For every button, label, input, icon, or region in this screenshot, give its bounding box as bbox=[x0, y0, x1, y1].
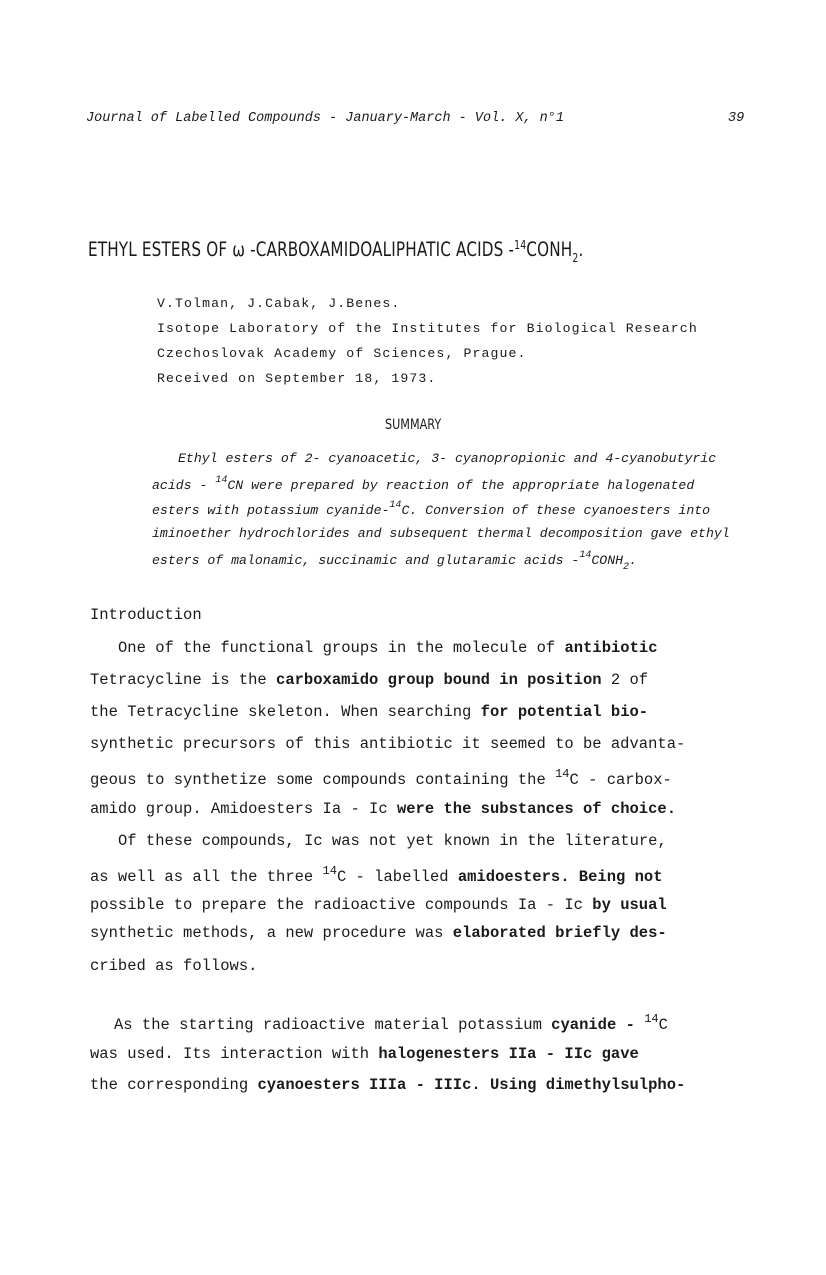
summary-line bbox=[152, 500, 710, 518]
body-text: As the starting radioactive material potassium bbox=[114, 1016, 552, 1034]
subscript: 2 bbox=[623, 562, 630, 573]
isotope-superscript: 14 bbox=[555, 767, 570, 781]
body-text-bold: elaborated briefly des- bbox=[452, 924, 667, 942]
title-main: ETHYL ESTERS OF ω -CARBOXAMIDOALIPHATIC ACIDS - bbox=[88, 238, 515, 261]
body-text-bold: cyanoesters IIIa - IIIc. Using dimethylsulpho- bbox=[257, 1076, 686, 1094]
body-text: Tetracycline is the bbox=[90, 671, 277, 689]
body-line: synthetic precursors of this antibiotic it seemed to be advanta- bbox=[90, 735, 686, 753]
title-subscript: 2 bbox=[572, 251, 579, 265]
body-line bbox=[90, 924, 667, 942]
body-line: Of these compounds, Ic was not yet known in the literature, bbox=[118, 832, 667, 850]
summary-text: esters with potassium cyanide- bbox=[152, 503, 390, 518]
body-text: C bbox=[658, 1016, 668, 1034]
body-line: cribed as follows. bbox=[90, 957, 258, 975]
body-text: 2 of bbox=[601, 671, 649, 689]
body-text: as well as all the three bbox=[90, 868, 323, 886]
body-text: the Tetracycline skeleton. When searching bbox=[90, 703, 481, 721]
body-line bbox=[90, 767, 672, 789]
summary-heading: SUMMARY bbox=[385, 417, 442, 433]
isotope-superscript: 14 bbox=[322, 864, 337, 878]
body-text: possible to prepare the radioactive compounds Ia - Ic bbox=[90, 896, 593, 914]
summary-line: iminoether hydrochlorides and subsequent thermal decomposition gave ethyl bbox=[152, 526, 730, 541]
summary-line bbox=[152, 475, 694, 493]
running-header: Journal of Labelled Compounds - January-March - Vol. X, n°1 bbox=[86, 111, 564, 126]
summary-text: acids - bbox=[152, 478, 216, 493]
title-isotope-mass: 14 bbox=[514, 238, 527, 252]
title-end: . bbox=[578, 238, 584, 261]
body-text: the corresponding bbox=[90, 1076, 258, 1094]
body-line bbox=[90, 703, 648, 721]
body-line bbox=[114, 1012, 668, 1034]
body-text-bold: halogenesters IIa - IIc gave bbox=[378, 1045, 639, 1063]
body-text-bold: were the substances of choice. bbox=[396, 800, 676, 818]
body-line bbox=[90, 864, 663, 886]
body-text: geous to synthetize some compounds containing the bbox=[90, 771, 556, 789]
body-line bbox=[90, 800, 676, 818]
body-text-bold: carboxamido group bound in position bbox=[276, 671, 602, 689]
body-text-bold: for potential bio- bbox=[480, 703, 649, 721]
page-number: 39 bbox=[728, 111, 745, 126]
isotope-superscript: 14 bbox=[215, 475, 228, 486]
introduction-heading: Introduction bbox=[90, 606, 202, 624]
body-line bbox=[90, 1076, 685, 1094]
title-group: CONH bbox=[526, 238, 573, 261]
body-text: synthetic methods, a new procedure was bbox=[90, 924, 453, 942]
body-text-bold: amidoesters. Being not bbox=[457, 868, 663, 886]
body-text-bold: cyanide - bbox=[551, 1016, 645, 1034]
isotope-superscript: 14 bbox=[644, 1012, 659, 1026]
summary-line: Ethyl esters of 2- cyanoacetic, 3- cyanopropionic and 4-cyanobutyric bbox=[178, 451, 717, 466]
article-title bbox=[88, 238, 583, 265]
isotope-superscript: 14 bbox=[579, 550, 592, 561]
body-text: C - labelled bbox=[336, 868, 458, 886]
summary-text: C. Conversion of these cyanoesters into bbox=[401, 503, 711, 518]
body-text: One of the functional groups in the molecule of bbox=[118, 639, 565, 657]
summary-text: CN were prepared by reaction of the appropriate halogenated bbox=[227, 478, 695, 493]
received-date: Received on September 18, 1973. bbox=[157, 371, 437, 386]
affiliation-academy: Czechoslovak Academy of Sciences, Prague. bbox=[157, 346, 527, 361]
body-line bbox=[90, 671, 648, 689]
summary-text: . bbox=[629, 553, 637, 568]
body-text: was used. Its interaction with bbox=[90, 1045, 379, 1063]
affiliation-institute: Isotope Laboratory of the Institutes for Biological Research bbox=[157, 321, 698, 336]
summary-text: CONH bbox=[591, 553, 624, 568]
summary-text: esters of malonamic, succinamic and glutaramic acids - bbox=[152, 553, 580, 568]
isotope-superscript: 14 bbox=[389, 500, 402, 511]
summary-line bbox=[152, 550, 637, 573]
body-text: C - carbox- bbox=[569, 771, 672, 789]
body-text: amido group. Amidoesters Ia - Ic bbox=[90, 800, 397, 818]
body-line bbox=[118, 639, 658, 657]
body-text-bold: by usual bbox=[592, 896, 667, 914]
author-names: V.Tolman, J.Cabak, J.Benes. bbox=[157, 296, 401, 311]
body-line bbox=[90, 1045, 639, 1063]
body-text-bold: antibiotic bbox=[564, 639, 658, 657]
body-line bbox=[90, 896, 667, 914]
